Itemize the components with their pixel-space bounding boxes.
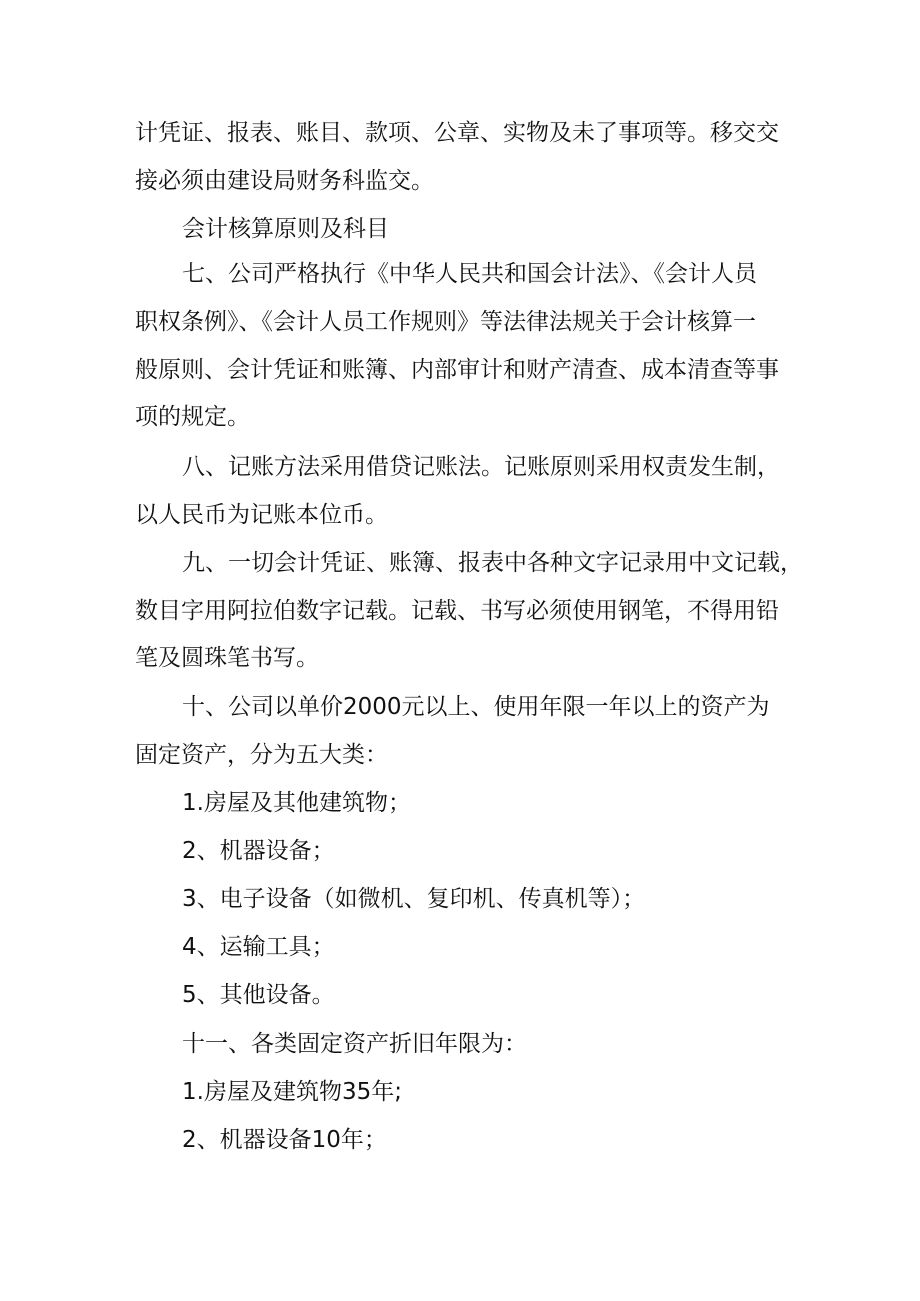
text-line: 般原则、会计凭证和账簿、内部审计和财产清查、成本清查等事 [135, 357, 779, 383]
list-item: 1.房屋及建筑物35年; [182, 1079, 402, 1105]
text-line: 接必须由建设局财务科监交。 [135, 168, 434, 194]
list-item: 2、机器设备10年； [182, 1127, 387, 1153]
text-line: 固定资产，分为五大类： [135, 742, 388, 768]
list-item: 1.房屋及其他建筑物； [182, 790, 411, 816]
list-item: 2、机器设备； [182, 838, 335, 864]
text-line: 数目字用阿拉伯数字记载。记载、书写必须使用钢笔，不得用铅 [135, 598, 779, 624]
text-line: 职权条例》、《会计人员工作规则》等法律法规关于会计核算一 [135, 309, 756, 335]
section-heading: 会计核算原则及科目 [182, 216, 389, 242]
text-line: 七、公司严格执行《中华人民共和国会计法》、《会计人员 [182, 261, 757, 287]
list-item: 3、电子设备（如微机、复印机、传真机等）； [182, 886, 646, 912]
list-item: 5、其他设备。 [182, 982, 335, 1008]
text-line: 项的规定。 [135, 404, 250, 430]
text-line: 笔及圆珠笔书写。 [135, 645, 319, 671]
text-line: 十一、各类固定资产折旧年限为： [182, 1031, 527, 1057]
text-line: 十、公司以单价2000元以上、使用年限一年以上的资产为 [182, 694, 770, 720]
text-line: 八、记账方法采用借贷记账法。记账原则采用权责发生制， [182, 454, 780, 480]
text-line: 九、一切会计凭证、账簿、报表中各种文字记录用中文记载， [182, 550, 803, 576]
list-item: 4、运输工具； [182, 934, 335, 960]
text-line: 计凭证、报表、账目、款项、公章、实物及未了事项等。移交交 [135, 120, 779, 146]
text-line: 以人民币为记账本位币。 [135, 502, 388, 528]
